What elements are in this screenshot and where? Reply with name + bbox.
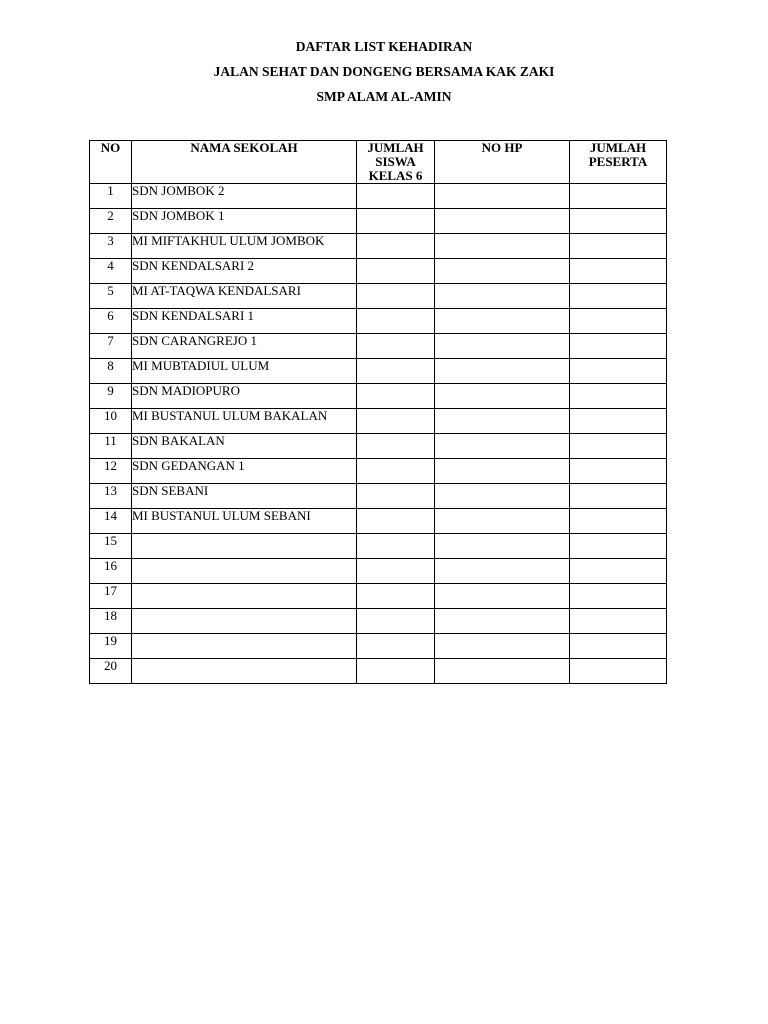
table-row: [90, 209, 667, 234]
jumlah-peserta-cell: [570, 184, 667, 209]
school-name-cell: MI BUSTANUL ULUM SEBANI: [132, 509, 357, 534]
jumlah-siswa-cell: [357, 484, 435, 509]
row-number: 2: [90, 209, 132, 234]
jumlah-siswa-cell: [357, 584, 435, 609]
jumlah-siswa-cell: [357, 234, 435, 259]
jumlah-siswa-cell: [357, 634, 435, 659]
table-row: [90, 659, 667, 684]
table-row: [90, 584, 667, 609]
jumlah-siswa-cell: [357, 534, 435, 559]
school-name-cell: [132, 634, 357, 659]
jumlah-peserta-cell: [570, 434, 667, 459]
school-name-cell: SDN KENDALSARI 2: [132, 259, 357, 284]
jumlah-peserta-cell: [570, 484, 667, 509]
jumlah-peserta-cell: [570, 234, 667, 259]
row-number: 6: [90, 309, 132, 334]
no-hp-cell: [435, 384, 570, 409]
jumlah-peserta-cell: [570, 209, 667, 234]
no-hp-cell: [435, 409, 570, 434]
school-name-cell: [132, 534, 357, 559]
header-no-hp: NO HP: [435, 141, 570, 184]
school-name-cell: SDN SEBANI: [132, 484, 357, 509]
jumlah-peserta-cell: [570, 534, 667, 559]
no-hp-cell: [435, 559, 570, 584]
row-number: 11: [90, 434, 132, 459]
no-hp-cell: [435, 534, 570, 559]
table-row: [90, 234, 667, 259]
jumlah-peserta-cell: [570, 659, 667, 684]
jumlah-siswa-cell: [357, 384, 435, 409]
jumlah-peserta-cell: [570, 609, 667, 634]
table-row: [90, 434, 667, 459]
row-number: 15: [90, 534, 132, 559]
header-no: NO: [90, 141, 132, 184]
row-number: 16: [90, 559, 132, 584]
table-row: [90, 259, 667, 284]
school-name-cell: SDN KENDALSARI 1: [132, 309, 357, 334]
row-number: 18: [90, 609, 132, 634]
document-title: DAFTAR LIST KEHADIRAN: [295, 39, 473, 54]
no-hp-cell: [435, 184, 570, 209]
jumlah-peserta-cell: [570, 559, 667, 584]
school-name-cell: SDN BAKALAN: [132, 434, 357, 459]
no-hp-cell: [435, 659, 570, 684]
header-jumlah-peserta-line1: JUMLAH: [589, 140, 647, 155]
jumlah-peserta-cell: [570, 634, 667, 659]
no-hp-cell: [435, 359, 570, 384]
jumlah-peserta-cell: [570, 459, 667, 484]
jumlah-siswa-cell: [357, 209, 435, 234]
jumlah-siswa-cell: [357, 609, 435, 634]
table-row: [90, 409, 667, 434]
school-name-cell: MI MUBTADIUL ULUM: [132, 359, 357, 384]
no-hp-cell: [435, 509, 570, 534]
jumlah-peserta-cell: [570, 284, 667, 309]
school-name-cell: MI BUSTANUL ULUM BAKALAN: [132, 409, 357, 434]
header-jumlah-siswa-line2: SISWA: [375, 154, 416, 169]
no-hp-cell: [435, 284, 570, 309]
table-row: [90, 609, 667, 634]
no-hp-cell: [435, 484, 570, 509]
header-jumlah-siswa-line1: JUMLAH: [367, 140, 424, 155]
no-hp-cell: [435, 434, 570, 459]
table-row: [90, 559, 667, 584]
attendance-table: [89, 140, 667, 684]
row-number: 8: [90, 359, 132, 384]
jumlah-siswa-cell: [357, 334, 435, 359]
row-number: 1: [90, 184, 132, 209]
row-number: 19: [90, 634, 132, 659]
row-number: 4: [90, 259, 132, 284]
jumlah-peserta-cell: [570, 509, 667, 534]
jumlah-peserta-cell: [570, 309, 667, 334]
jumlah-peserta-cell: [570, 259, 667, 284]
table-row: [90, 184, 667, 209]
row-number: 14: [90, 509, 132, 534]
no-hp-cell: [435, 234, 570, 259]
event-title: JALAN SEHAT DAN DONGENG BERSAMA KAK ZAKI: [213, 64, 555, 79]
jumlah-siswa-cell: [357, 359, 435, 384]
school-name-cell: SDN JOMBOK 2: [132, 184, 357, 209]
row-number: 13: [90, 484, 132, 509]
no-hp-cell: [435, 459, 570, 484]
row-number: 17: [90, 584, 132, 609]
school-name-cell: SDN JOMBOK 1: [132, 209, 357, 234]
row-number: 9: [90, 384, 132, 409]
jumlah-peserta-cell: [570, 409, 667, 434]
table-row: [90, 459, 667, 484]
school-title: SMP ALAM AL-AMIN: [316, 89, 452, 104]
no-hp-cell: [435, 609, 570, 634]
row-number: 20: [90, 659, 132, 684]
row-number: 5: [90, 284, 132, 309]
school-name-cell: SDN GEDANGAN 1: [132, 459, 357, 484]
table-row: [90, 509, 667, 534]
no-hp-cell: [435, 634, 570, 659]
row-number: 7: [90, 334, 132, 359]
jumlah-peserta-cell: [570, 334, 667, 359]
header-jumlah-siswa-line3: KELAS 6: [368, 168, 423, 183]
jumlah-siswa-cell: [357, 509, 435, 534]
jumlah-siswa-cell: [357, 659, 435, 684]
jumlah-siswa-cell: [357, 259, 435, 284]
school-name-cell: MI AT-TAQWA KENDALSARI: [132, 284, 357, 309]
table-body: [90, 184, 667, 684]
no-hp-cell: [435, 259, 570, 284]
jumlah-siswa-cell: [357, 284, 435, 309]
school-name-cell: [132, 609, 357, 634]
jumlah-siswa-cell: [357, 559, 435, 584]
table-row: [90, 534, 667, 559]
jumlah-siswa-cell: [357, 184, 435, 209]
header-jumlah-peserta: [570, 141, 667, 184]
row-number: 10: [90, 409, 132, 434]
table-row: [90, 359, 667, 384]
header-jumlah-peserta-line2: PESERTA: [588, 154, 648, 169]
no-hp-cell: [435, 309, 570, 334]
jumlah-siswa-cell: [357, 459, 435, 484]
table-row: [90, 334, 667, 359]
no-hp-cell: [435, 334, 570, 359]
row-number: 12: [90, 459, 132, 484]
school-name-cell: [132, 584, 357, 609]
table-row: [90, 634, 667, 659]
jumlah-peserta-cell: [570, 384, 667, 409]
table-row: [90, 384, 667, 409]
table-row: [90, 309, 667, 334]
header-jumlah-siswa: [357, 141, 435, 184]
no-hp-cell: [435, 584, 570, 609]
school-name-cell: SDN CARANGREJO 1: [132, 334, 357, 359]
no-hp-cell: [435, 209, 570, 234]
jumlah-siswa-cell: [357, 309, 435, 334]
table-row: [90, 484, 667, 509]
school-name-cell: SDN MADIOPURO: [132, 384, 357, 409]
school-name-cell: MI MIFTAKHUL ULUM JOMBOK: [132, 234, 357, 259]
jumlah-siswa-cell: [357, 434, 435, 459]
school-name-cell: [132, 559, 357, 584]
school-name-cell: [132, 659, 357, 684]
row-number: 3: [90, 234, 132, 259]
header-nama-sekolah: NAMA SEKOLAH: [132, 141, 357, 184]
jumlah-peserta-cell: [570, 359, 667, 384]
jumlah-peserta-cell: [570, 584, 667, 609]
table-header-row: [90, 141, 667, 184]
table-row: [90, 284, 667, 309]
jumlah-siswa-cell: [357, 409, 435, 434]
